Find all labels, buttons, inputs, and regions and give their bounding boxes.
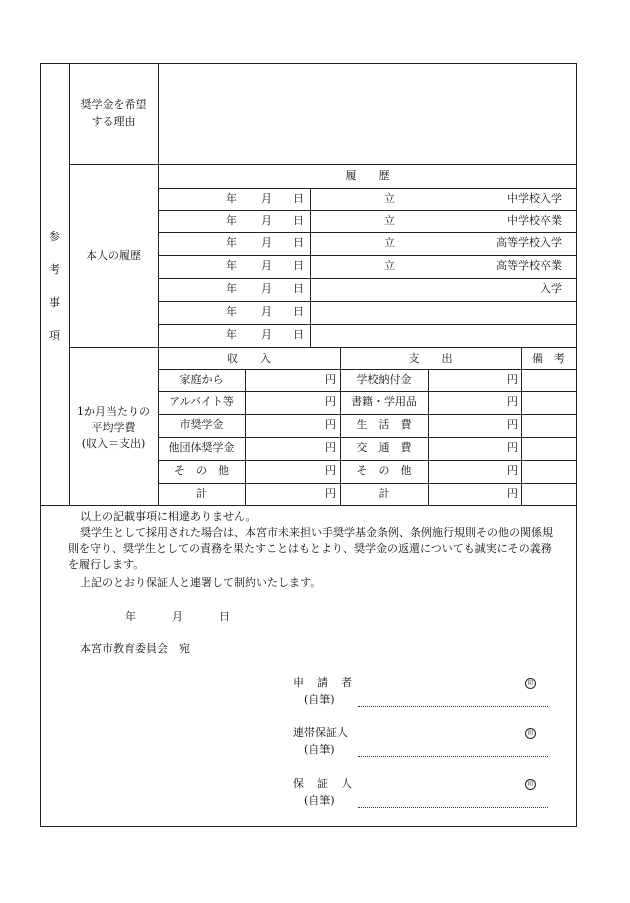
addressee: 本宮市教育委員会 宛 <box>80 642 190 655</box>
history-month: 月 <box>261 282 272 295</box>
history-month: 月 <box>261 236 272 249</box>
income-yen: 円 <box>325 487 336 500</box>
declaration-line1: 以上の記載事項に相違ありません。 <box>80 510 257 523</box>
outflow-yen: 円 <box>507 441 518 454</box>
income-item: 家庭から <box>179 373 224 386</box>
history-event: 中学校入学 <box>507 192 562 205</box>
history-year: 年 <box>226 305 237 318</box>
seal-icon: 印 <box>525 678 536 689</box>
income-item: アルバイト等 <box>169 395 234 408</box>
joint-guarantor-signature-line[interactable] <box>358 756 548 757</box>
applicant-sub: (自筆) <box>304 693 335 706</box>
history-school-type: 立 <box>384 192 395 205</box>
declaration-paragraph: 奨学生として採用された場合は、本宮市未来担い手奨学基金条例、条例施行規則その他の関係規則を守り、奨学生としての責務を果たすことはもとより、奨学金の返還についても誠実にその義務を履行します。 <box>68 526 553 571</box>
outflow-yen: 円 <box>507 373 518 386</box>
reason-label-line: 奨学金を希望 <box>80 98 147 111</box>
history-day: 日 <box>293 214 304 227</box>
expense-label-line: (収入＝支出) <box>81 437 146 450</box>
income-yen: 円 <box>325 464 336 477</box>
guarantor-label: 保 証 人 <box>293 777 353 790</box>
income-yen: 円 <box>325 395 336 408</box>
expense-label-line: 1か月当たりの <box>77 405 150 418</box>
guarantor-sub: (自筆) <box>304 794 335 807</box>
notes-header: 備 考 <box>532 352 565 365</box>
outflow-yen: 円 <box>507 395 518 408</box>
history-month: 月 <box>261 259 272 272</box>
history-year: 年 <box>226 236 237 249</box>
history-day: 日 <box>293 236 304 249</box>
outflow-item: 学校納付金 <box>356 373 412 386</box>
side-char: 項 <box>49 329 60 342</box>
history-school-type: 立 <box>384 214 395 227</box>
history-year: 年 <box>226 192 237 205</box>
joint-guarantor-sub: (自筆) <box>304 743 335 756</box>
outflow-yen: 円 <box>507 464 518 477</box>
expense-label-line: 平均学費 <box>91 421 136 434</box>
history-event: 高等学校入学 <box>496 236 562 249</box>
history-month: 月 <box>261 328 272 341</box>
history-school-type: 立 <box>384 236 395 249</box>
history-label: 本人の履歴 <box>86 249 141 262</box>
income-item: 他団体奨学金 <box>168 441 235 454</box>
income-yen: 円 <box>325 373 336 386</box>
seal-icon: 印 <box>525 779 536 790</box>
reason-field[interactable] <box>159 64 576 164</box>
history-month: 月 <box>261 214 272 227</box>
outflow-item: 交 通 費 <box>356 441 412 454</box>
applicant-label: 申 請 者 <box>293 676 353 689</box>
outflow-yen: 円 <box>507 487 518 500</box>
history-day: 日 <box>293 305 304 318</box>
history-day: 日 <box>293 259 304 272</box>
side-char: 参 <box>49 230 60 243</box>
outflow-item: 書籍・学用品 <box>351 395 417 408</box>
date-day-label: 日 <box>219 610 230 623</box>
guarantor-signature-line[interactable] <box>358 807 548 808</box>
side-char: 事 <box>49 296 60 309</box>
seal-icon: 印 <box>525 728 536 739</box>
outflow-item: そ の 他 <box>356 464 412 477</box>
joint-guarantor-label: 連帯保証人 <box>293 726 348 739</box>
history-event: 中学校卒業 <box>507 214 562 227</box>
outflow-item: 生 活 費 <box>356 418 412 431</box>
history-event: 高等学校卒業 <box>496 259 562 272</box>
history-year: 年 <box>226 214 237 227</box>
history-year: 年 <box>226 328 237 341</box>
history-day: 日 <box>293 282 304 295</box>
history-school-type: 立 <box>384 259 395 272</box>
income-yen: 円 <box>325 441 336 454</box>
history-year: 年 <box>226 282 237 295</box>
income-yen: 円 <box>325 418 336 431</box>
outflow-header: 支 出 <box>408 352 453 365</box>
history-month: 月 <box>261 192 272 205</box>
date-month-label: 月 <box>172 610 183 623</box>
outflow-yen: 円 <box>507 418 518 431</box>
reason-label-line: する理由 <box>91 115 136 128</box>
income-item: 市奨学金 <box>179 418 224 431</box>
history-day: 日 <box>293 192 304 205</box>
outflow-item: 計 <box>378 487 390 500</box>
history-month: 月 <box>261 305 272 318</box>
history-event: 入学 <box>540 282 562 295</box>
history-header: 履 歴 <box>345 169 390 182</box>
date-year-label: 年 <box>125 610 136 623</box>
declaration-line3: 上記のとおり保証人と連署して制約いたします。 <box>80 576 322 589</box>
history-day: 日 <box>293 328 304 341</box>
income-item: そ の 他 <box>174 464 229 477</box>
income-header: 収 入 <box>227 352 271 365</box>
applicant-signature-line[interactable] <box>358 706 548 707</box>
income-item: 計 <box>196 487 207 500</box>
history-year: 年 <box>226 259 237 272</box>
side-char: 考 <box>49 263 60 276</box>
